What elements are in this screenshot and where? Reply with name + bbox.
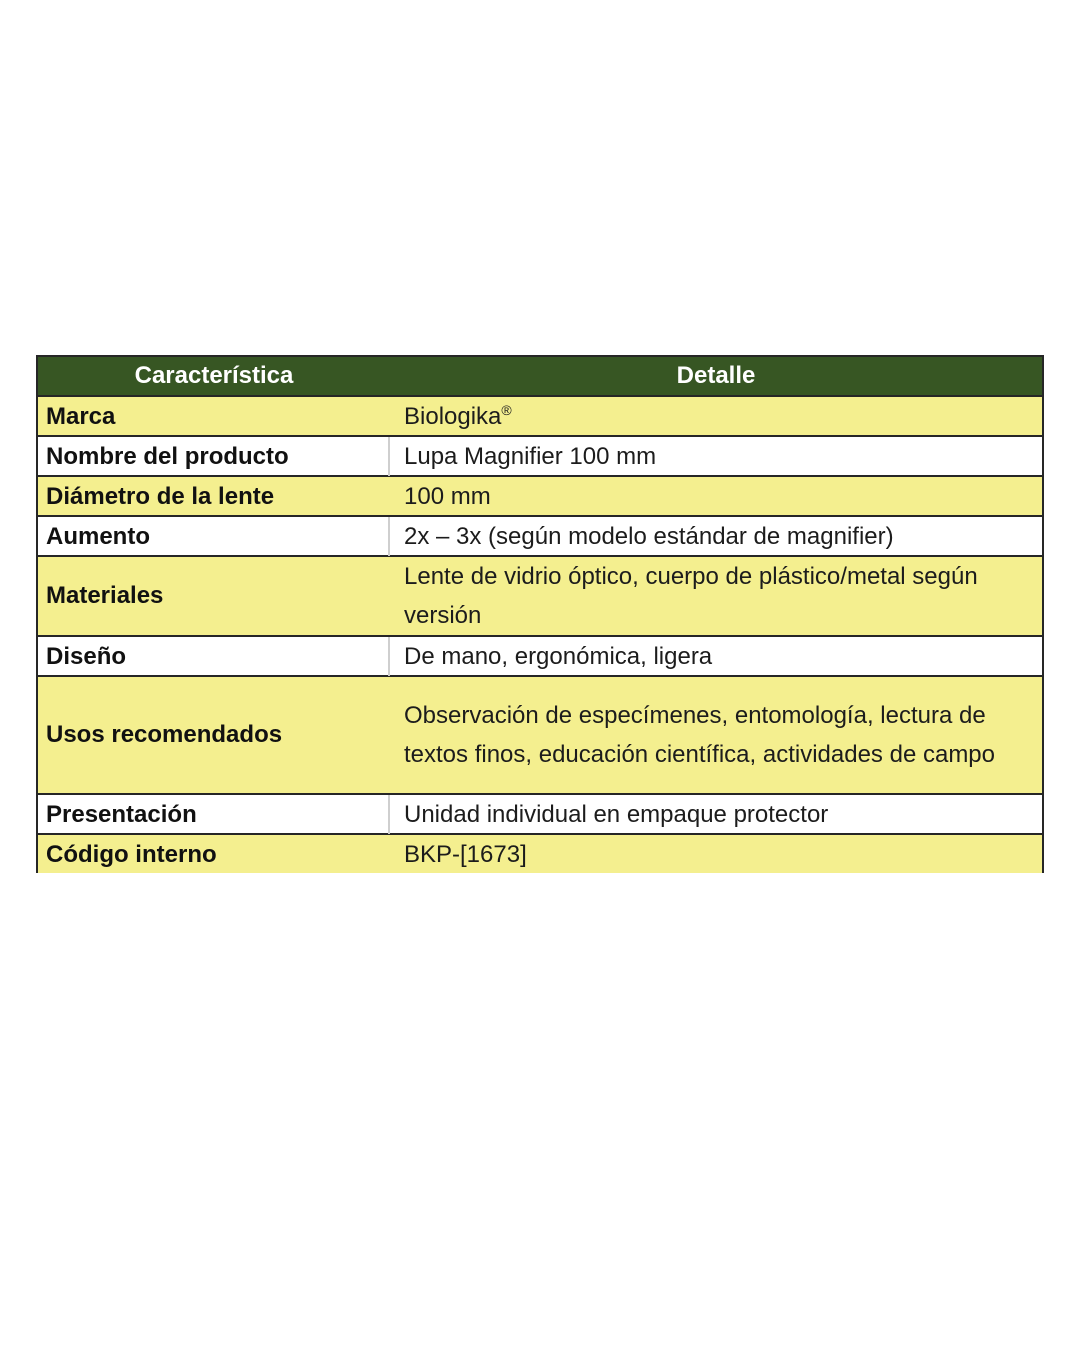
registered-mark: ® [501,402,512,418]
header-detalle: Detalle [676,362,756,389]
row-label: Aumento [38,517,390,556]
row-value: 2x – 3x (según modelo estándar de magnifier) [404,523,894,550]
row-value [390,397,1042,436]
row-value: Unidad individual en empaque protector [404,801,829,828]
row-value: Observación de especímenes, entomología, lectura de textos finos, educación científica, actividades de campo [404,702,995,768]
product-spec-table [36,355,1044,873]
row-value: De mano, ergonómica, ligera [404,643,713,670]
table-row-presentacion [38,793,1042,833]
table-row-nombre-producto [38,435,1042,475]
row-value: 100 mm [404,483,491,510]
row-label: Código interno [46,840,217,868]
table-row-aumento [38,515,1042,555]
table-row-materiales [38,555,1042,635]
table-row-diametro [38,475,1042,515]
row-label: Diámetro de la lente [46,482,275,510]
row-label: Usos recomendados [46,721,283,748]
table-row-codigo-interno [38,833,1042,873]
row-label: Presentación [38,795,390,834]
header-caracteristica: Característica [134,362,294,389]
row-label: Materiales [46,582,164,609]
table-row-usos [38,675,1042,793]
row-label: Diseño [38,637,390,676]
row-label: Marca [46,402,116,430]
row-value: BKP-[1673] [404,841,527,868]
table-row-diseno [38,635,1042,675]
row-value: Lente de vidrio óptico, cuerpo de plástico/metal según versión [404,563,978,629]
brand-name: Biologika [404,403,502,430]
row-label: Nombre del producto [38,437,390,476]
table-row-marca [38,395,1042,435]
row-value: Lupa Magnifier 100 mm [404,443,657,470]
table-header-row [38,357,1042,395]
